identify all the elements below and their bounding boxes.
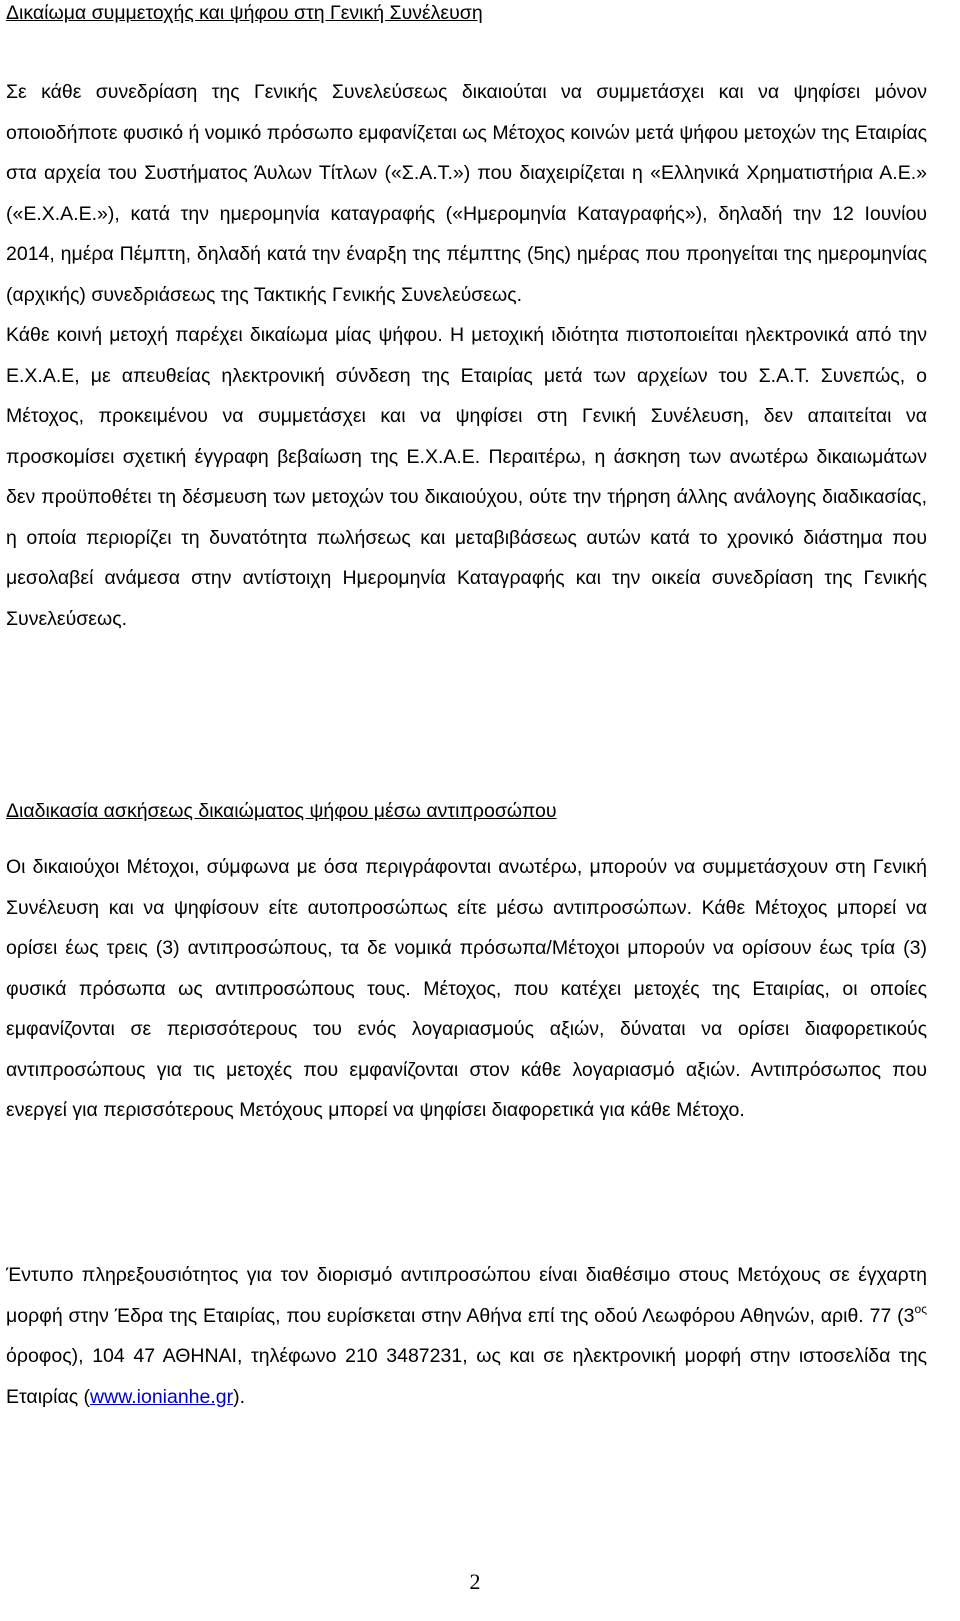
paragraph-text: όροφος), 104 47 ΑΘΗΝΑΙ, τηλέφωνο 210 3487231, ως και σε ηλεκτρονική μορφή στην ιστοσελίδα της Εταιρίας ( [6, 1345, 927, 1408]
section-heading-voting-rights: Δικαίωμα συμμετοχής και ψήφου στη Γενική Συνέλευση [6, 2, 483, 24]
paragraph-proxy-form [6, 1255, 927, 1417]
company-website-link[interactable]: www.ionianhe.gr [90, 1385, 234, 1408]
paragraph-proxy-procedure: Οι δικαιούχοι Μέτοχοι, σύμφωνα με όσα περιγράφονται ανωτέρω, μπορούν να συμμετάσχουν στη Γενική Συνέλευση και να ψηφίσουν είτε αυτοπροσώπως είτε μέσω αντιπροσώπων. Κάθε Μέτοχος μπορεί να ορίσει έως τρεις (3) αντιπροσώπους, τα δε νομικά πρόσωπα/Μέτοχοι μπορούν να ορίσουν έως τρία (3) φυσικά πρόσωπα ως αντιπροσώπους τους. Μέτοχος, που κατέχει μετοχές της Εταιρίας, οι οποίες εμφανίζονται σε περισσότερους του ενός λογαριασμούς αξιών, δύναται να ορίσει διαφορετικούς αντιπροσώπους για τις μετοχές που εμφανίζονται στον κάθε λογαριασμό αξιών. Αντιπρόσωπος που ενεργεί για περισσότερους Μετόχους μπορεί να ψηφίσει διαφορετικά για κάθε Μέτοχο. [6, 856, 927, 1121]
paragraph-text: Έντυπο πληρεξουσιότητος για τον διορισμό αντιπροσώπου είναι διαθέσιμο στους Μετόχους σε έγχαρτη μορφή στην Έδρα της Εταιρίας, που ευρίσκεται στην Αθήνα επί της οδού Λεωφόρου Αθηνών, αριθ. 77 (3 [6, 1264, 927, 1327]
paragraph-text: Σε κάθε συνεδρίαση της Γενικής Συνελεύσεως δικαιούται να συμμετάσχει και να ψηφίσει μόνον οποιοδήποτε φυσικό ή νομικό πρόσωπο εμφανίζεται ως Μέτοχος κοινών μετά ψήφου μετοχών της Εταιρίας στα αρχεία του Συστήματος Άυλων Τίτλων («Σ.Α.Τ.») που διαχειρίζεται η «Ελληνικά Χρηματιστήρια Α.Ε.» («Ε.Χ.Α.Ε.»), κατά την ημερομηνία καταγραφής («Ημερομηνία Καταγραφής»), δηλαδή την 12 Ιουνίου 2014, ημέρα Πέμπτη, δηλαδή κατά την έναρξη της πέμπτης (5ης) ημέρας που προηγείται της ημερομηνίας (αρχικής) συνεδριάσεως της Τακτικής Γενικής Συνελεύσεως. [6, 81, 927, 306]
paragraph-text: ). [233, 1385, 246, 1408]
paragraph-text: Κάθε κοινή μετοχή παρέχει δικαίωμα μίας ψήφου. Η μετοχική ιδιότητα πιστοποιείται ηλεκτρονικά από την Ε.Χ.Α.Ε, με απευθείας ηλεκτρονική σύνδεση της Εταιρίας μετά των αρχείων του Σ.Α.Τ. Συνεπώς, ο Μέτοχος, προκειμένου να συμμετάσχει και να ψηφίσει στη Γενική Συνέλευση, δεν απαιτείται να προσκομίσει σχετική έγγραφη βεβαίωση της Ε.Χ.Α.Ε. Περαιτέρω, η άσκηση των ανωτέρω δικαιωμάτων δεν προϋποθέτει τη δέσμευση των μετοχών του δικαιούχου, ούτε την τήρηση άλλης ανάλογης διαδικασίας, η οποία περιορίζει τη δυνατότητα πωλήσεως και μεταβιβάσεως αυτών κατά το χρονικό διάστημα που μεσολαβεί ανάμεσα στην αντίστοιχη Ημερομηνία Καταγραφής και την οικεία συνεδρίαση της Γενικής Συνελεύσεως. [6, 324, 927, 630]
page-number: 2 [469, 1569, 481, 1594]
section-heading-proxy-procedure: Διαδικασία ασκήσεως δικαιώματος ψήφου μέσω αντιπροσώπου [6, 800, 557, 822]
paragraph-voting-rights [6, 72, 927, 639]
floor-superscript: ος [914, 1301, 927, 1316]
